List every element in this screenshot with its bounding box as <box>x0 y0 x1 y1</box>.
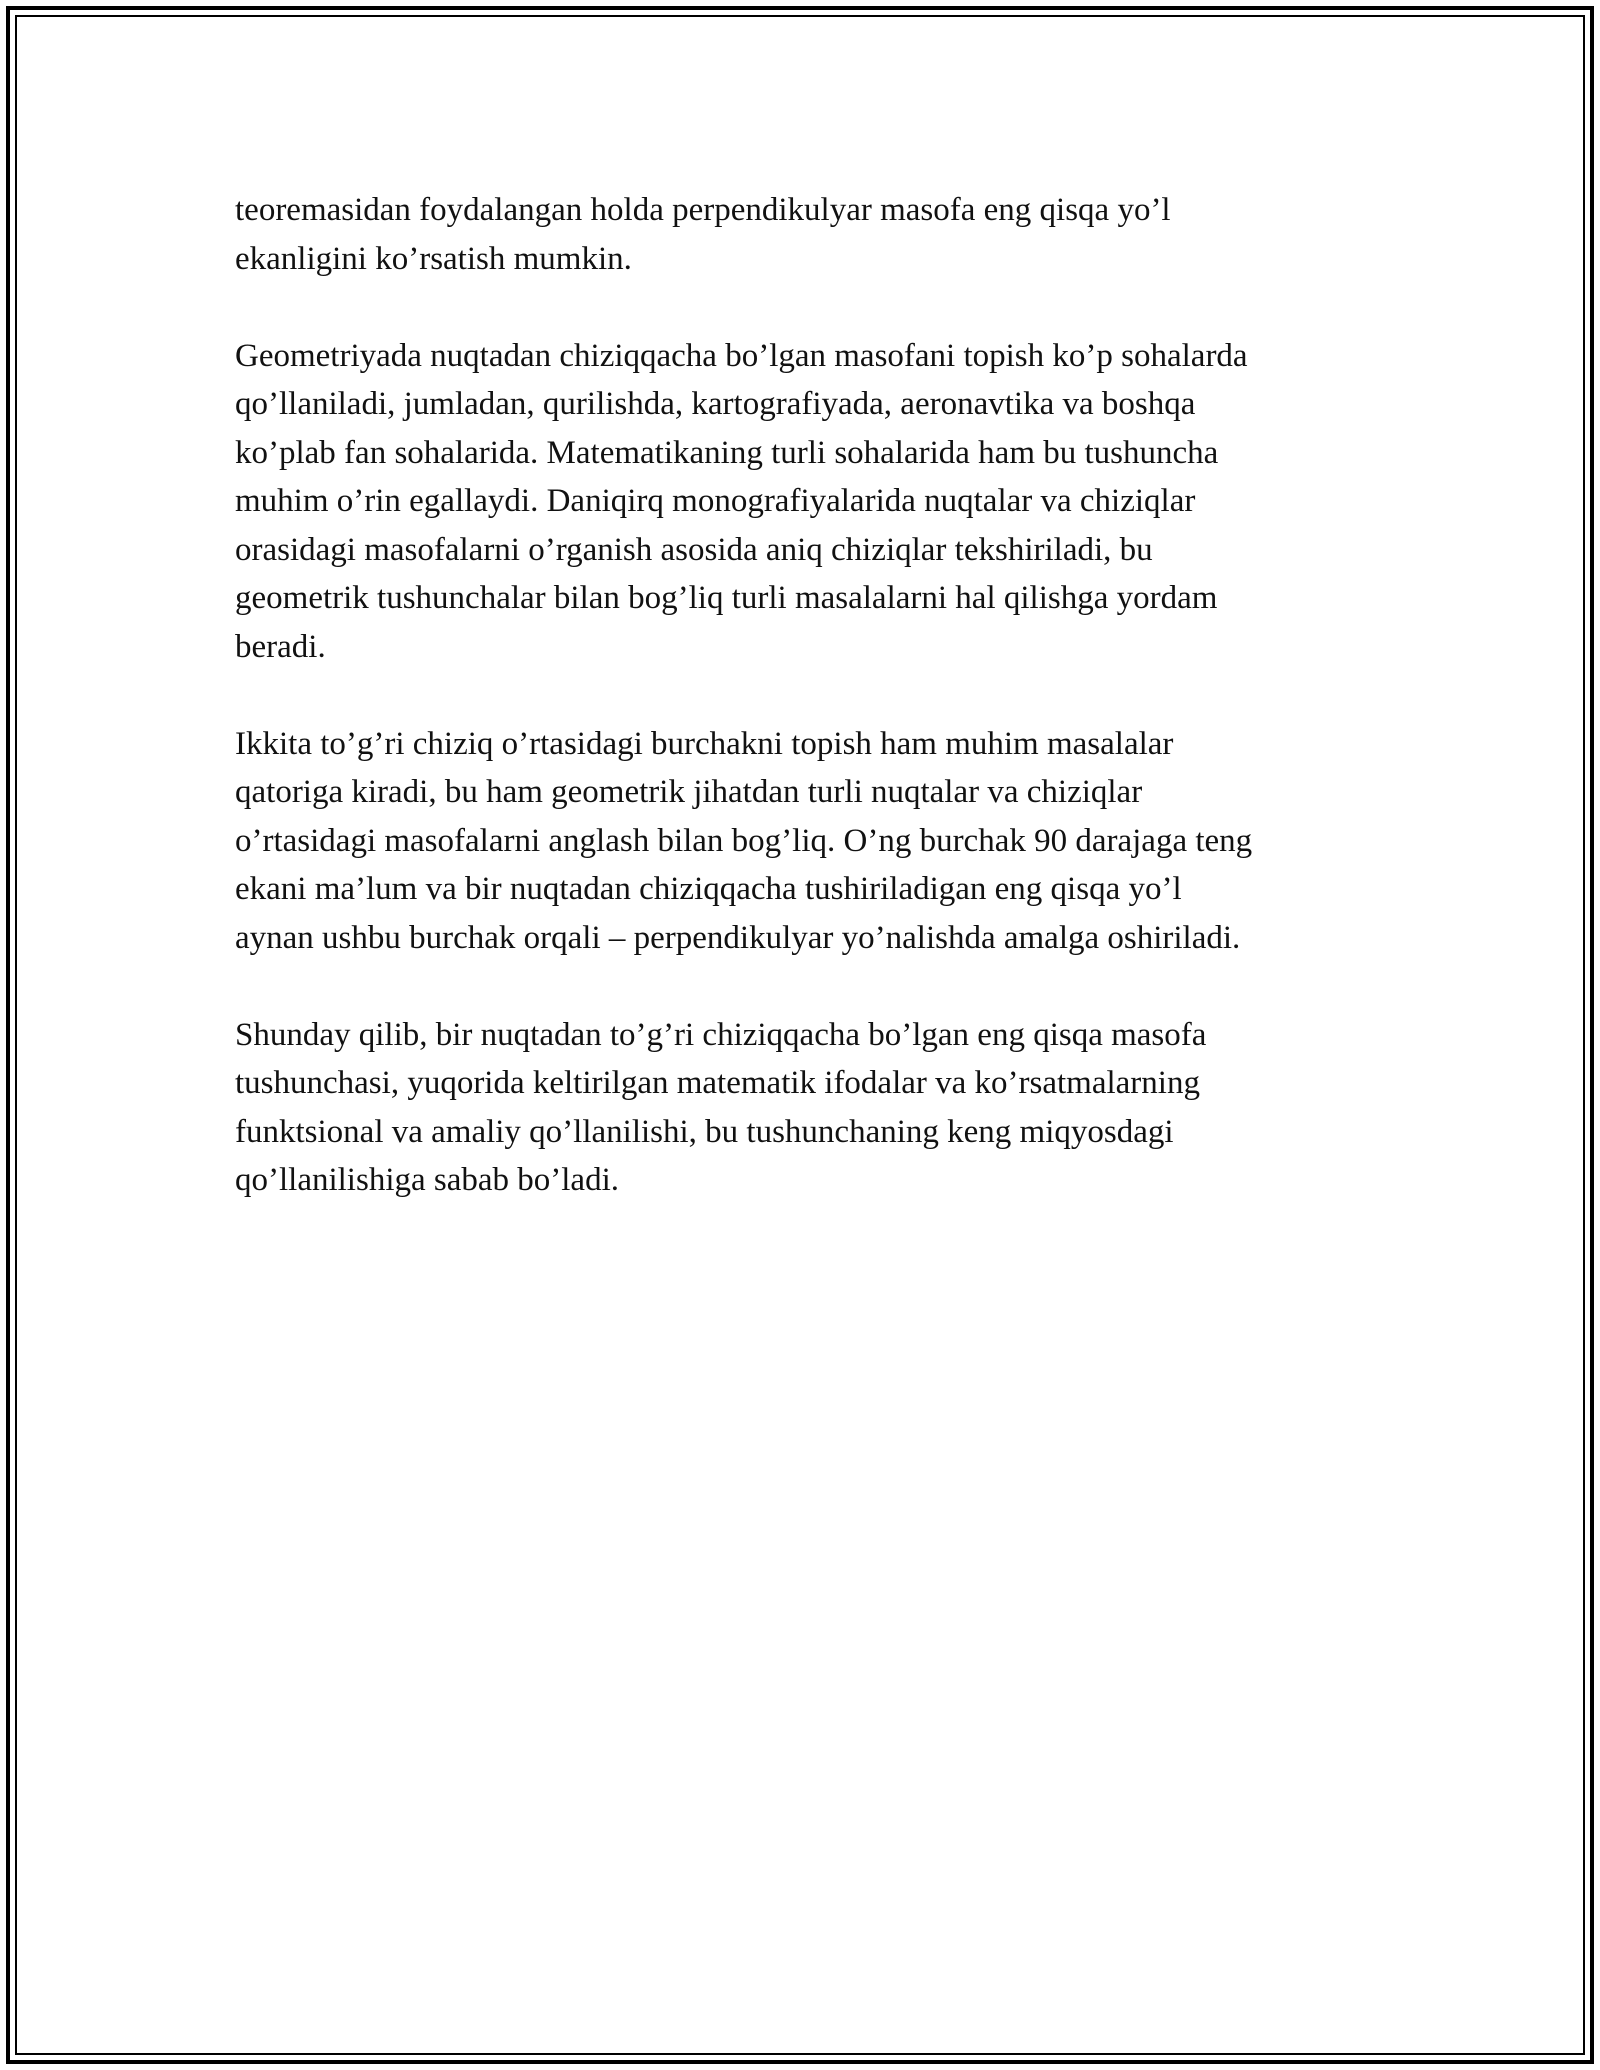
paragraph-2: Geometriyada nuqtadan chiziqqacha bo’lgan masofani topish ko’p sohalarda qo’llaniladi, jumladan, qurilishda, kartografiyada, aeronavtika va boshqa ko’plab fan sohalarida. Matematikaning turli sohalarida ham bu tushuncha muhim o’rin egallaydi. Daniqirq monografiyalarida nuqtalar va chiziqlar orasidagi masofalarni o’rganish asosida aniq chiziqlar tekshiriladi, bu geometrik tushunchalar bilan bog’liq turli masalalarni hal qilishga yordam beradi. <box>235 337 1248 665</box>
document-body <box>235 186 1375 1253</box>
paragraph-3: Ikkita to’g’ri chiziq o’rtasidagi burchakni topish ham muhim masalalar qatoriga kiradi, bu ham geometrik jihatdan turli nuqtalar va chiziqlar o’rtasidagi masofalarni anglash bilan bog’liq. O’ng burchak 90 darajaga teng ekani ma’lum va bir nuqtadan chiziqqacha tushiriladigan eng qisqa yo’l aynan ushbu burchak orqali – perpendikulyar yo’nalishda amalga oshiriladi. <box>235 725 1253 956</box>
paragraph-1: teoremasidan foydalangan holda perpendikulyar masofa eng qisqa yo’l ekanligini ko’rsatish mumkin. <box>235 192 1171 277</box>
paragraph-4: Shunday qilib, bir nuqtadan to’g’ri chiziqqacha bo’lgan eng qisqa masofa tushunchasi, yuqorida keltirilgan matematik ifodalar va ko’rsatmalarning funktsional va amaliy qo’llanilishi, bu tushunchaning keng miqyosdagi qo’llanilishiga sabab bo’ladi. <box>235 1016 1207 1198</box>
